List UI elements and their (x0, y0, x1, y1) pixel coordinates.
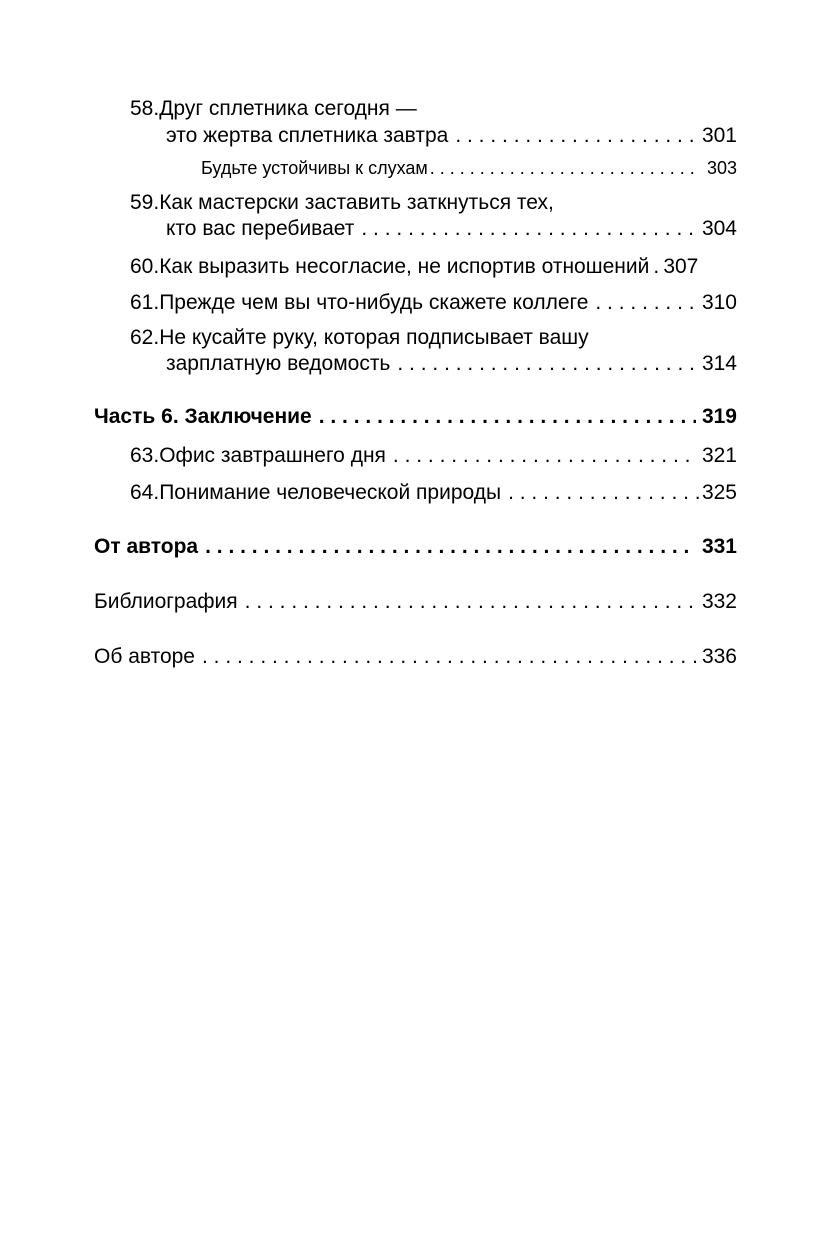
toc-entry-title: Как выразить несогласие, не испортив отношений (159, 255, 650, 278)
toc-page-number: 310 (701, 291, 737, 314)
toc-entry-title: Друг сплетника сегодня — (159, 97, 417, 120)
toc-entry-58-line2 (166, 123, 737, 149)
toc-entry-number: 60. (130, 255, 160, 278)
toc-page-number: 336 (701, 645, 737, 668)
toc-section-title: Об авторе (94, 645, 195, 668)
toc-entry-title: Понимание человеческой природы (159, 481, 502, 504)
dot-leader (245, 589, 696, 615)
dot-leader (595, 290, 702, 316)
toc-bibliography (94, 589, 737, 615)
toc-entry-64 (130, 480, 737, 506)
toc-author-note (94, 534, 737, 560)
dot-leader (455, 123, 696, 149)
toc-entry-title: кто вас перебивает (166, 217, 355, 240)
toc-entry-61 (130, 290, 737, 316)
toc-about-author (94, 644, 737, 670)
toc-page-number: 307 (663, 255, 699, 278)
toc-entry-62-line2 (166, 351, 737, 377)
dot-leader (653, 254, 663, 280)
toc-page-number: 331 (701, 535, 737, 558)
toc-subentry-title: Будьте устойчивы к слухам (201, 158, 428, 178)
toc-page-number: 314 (701, 352, 737, 375)
toc-page-number: 321 (701, 444, 737, 467)
toc-entry-59-line1 (130, 190, 737, 216)
toc-section-title: От автора (94, 535, 199, 558)
toc-entry-title: Офис завтрашнего дня (159, 444, 386, 467)
dot-leader (393, 443, 696, 469)
toc-part-title: Часть 6. Заключение (94, 405, 312, 428)
toc-entry-58-line1 (130, 96, 737, 122)
dot-leader (361, 216, 696, 242)
toc-entry-number: 63. (130, 444, 160, 467)
toc-section-title: Библиография (94, 590, 238, 613)
toc-entry-63 (130, 443, 737, 469)
dot-leader (205, 534, 696, 560)
toc-entry-59-line2 (166, 216, 737, 242)
toc-entry-62-line1 (130, 325, 737, 351)
toc-entry-title: Как мастерски заставить заткнуться тех, (159, 191, 554, 214)
toc-part-6 (94, 404, 737, 430)
toc-page-number: 301 (701, 124, 737, 147)
toc-entry-number: 62. (130, 326, 160, 349)
toc-entry-60 (130, 254, 737, 280)
toc-entry-number: 58. (130, 97, 160, 120)
toc-page-number: 303 (706, 158, 737, 178)
dot-leader (319, 404, 696, 430)
toc-page-number: 319 (701, 405, 737, 428)
toc-entry-title: Не кусайте руку, которая подписывает вашу (159, 326, 589, 349)
toc-entry-number: 61. (130, 291, 160, 314)
toc-page-number: 332 (701, 590, 737, 613)
dot-leader (397, 351, 702, 377)
toc-subentry-58 (201, 155, 737, 181)
toc-entry-title: это жертва сплетника завтра (166, 124, 449, 147)
toc-page-number: 304 (701, 217, 737, 240)
toc-entry-number: 59. (130, 191, 160, 214)
dot-leader (430, 155, 701, 181)
dot-leader (508, 480, 702, 506)
dot-leader (202, 644, 696, 670)
toc-entry-title: Прежде чем вы что-нибудь скажете коллеге (159, 291, 589, 314)
toc-entry-title: зарплатную ведомость (166, 352, 391, 375)
toc-entry-number: 64. (130, 481, 160, 504)
toc-page-number: 325 (701, 481, 737, 504)
